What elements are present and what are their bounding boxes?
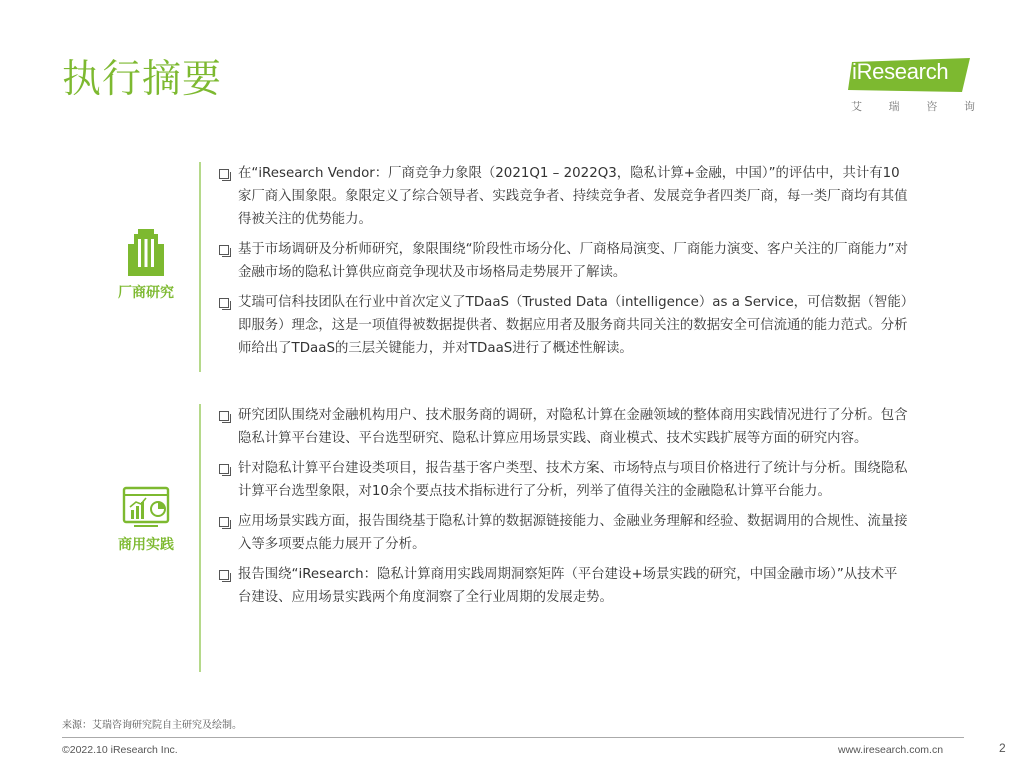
bullet-box-icon (219, 517, 229, 527)
section-icon-column (100, 228, 192, 302)
section-divider (199, 404, 201, 672)
section-label: 商用实践 (118, 537, 174, 553)
logo-subtitle (851, 98, 975, 114)
bullet-text: 报告围绕“iResearch：隐私计算商用实践周期洞察矩阵（平台建设+场景实践的研究，中国金融市场）”从技术平台建设、应用场景实践两个角度洞察了全行业周期的发展走势。 (238, 567, 898, 605)
list-item (218, 563, 910, 609)
iresearch-logo (846, 56, 976, 120)
page-number: 2 (999, 741, 1006, 755)
bullet-list (218, 162, 910, 367)
bullet-text: 针对隐私计算平台建设类项目，报告基于客户类型、技术方案、市场特点与项目价格进行了统计与分析。围绕隐私计算平台选型象限，对10余个要点技术指标进行了分析，列举了值得关注的金融隐私计算平台能力。 (238, 461, 908, 499)
bullet-box-icon (219, 169, 229, 179)
bullet-box-icon (219, 411, 229, 421)
logo-subtitle-char: 瑞 (888, 100, 900, 113)
analytics-dashboard-icon (122, 486, 170, 528)
building-icon (124, 228, 168, 276)
logo-subtitle-char: 艾 (851, 100, 862, 113)
list-item (218, 457, 910, 503)
bullet-box-icon (219, 570, 229, 580)
list-item (218, 404, 910, 450)
bullet-text: 在“iResearch Vendor：厂商竞争力象限（2021Q1 – 2022Q3，隐私计算+金融，中国）”的评估中，共计有10家厂商入围象限。象限定义了综合领导者、实践竞争者、持续竞争者、发展竞争者四类厂商，每一类厂商均有其值得被关注的优势能力。 (238, 166, 908, 227)
list-item (218, 510, 910, 556)
bullet-box-icon (219, 245, 229, 255)
website-link[interactable]: www.iresearch.com.cn (838, 744, 944, 756)
section-divider (199, 162, 201, 372)
section-icon-column (100, 486, 192, 554)
bullet-list (218, 404, 910, 616)
bullet-box-icon (219, 298, 229, 308)
bullet-text: 基于市场调研及分析师研究，象限围绕“阶段性市场分化、厂商格局演变、厂商能力演变、客户关注的厂商能力”对金融市场的隐私计算供应商竞争现状及市场格局走势展开了解读。 (238, 242, 909, 280)
footer-divider (62, 737, 964, 738)
bullet-text: 应用场景实践方面，报告围绕基于隐私计算的数据源链接能力、金融业务理解和经验、数据调用的合规性、流量接入等多项要点能力展开了分析。 (238, 514, 908, 552)
bullet-text: 研究团队围绕对金融机构用户、技术服务商的调研，对隐私计算在金融领域的整体商用实践情况进行了分析。包含隐私计算平台建设、平台选型研究、隐私计算应用场景实践、商业模式、技术实践扩展等方面的研究内容。 (238, 408, 908, 446)
list-item (218, 162, 910, 231)
logo-wordmark: iResearch (852, 59, 949, 84)
page-title: 执行摘要 (62, 57, 223, 102)
list-item (218, 238, 910, 284)
section-label: 厂商研究 (118, 285, 174, 301)
logo-subtitle-char: 询 (963, 100, 975, 113)
bullet-box-icon (219, 464, 229, 474)
copyright: ©2022.10 iResearch Inc. (62, 744, 178, 756)
source-note: 来源：艾瑞咨询研究院自主研究及绘制。 (62, 720, 242, 731)
list-item (218, 291, 910, 360)
logo-subtitle-char: 咨 (926, 100, 938, 113)
bullet-text: 艾瑞可信科技团队在行业中首次定义了TDaaS（Trusted Data（intelligence）as a Service，可信数据（智能）即服务）理念，这是一项值得被数据提供者、数据应用者及服务商共同关注的数据安全可信流通的能力范式。分析师给出了TDaaS的三层关键能力，并对TDaaS进行了概述性解读。 (238, 295, 908, 356)
